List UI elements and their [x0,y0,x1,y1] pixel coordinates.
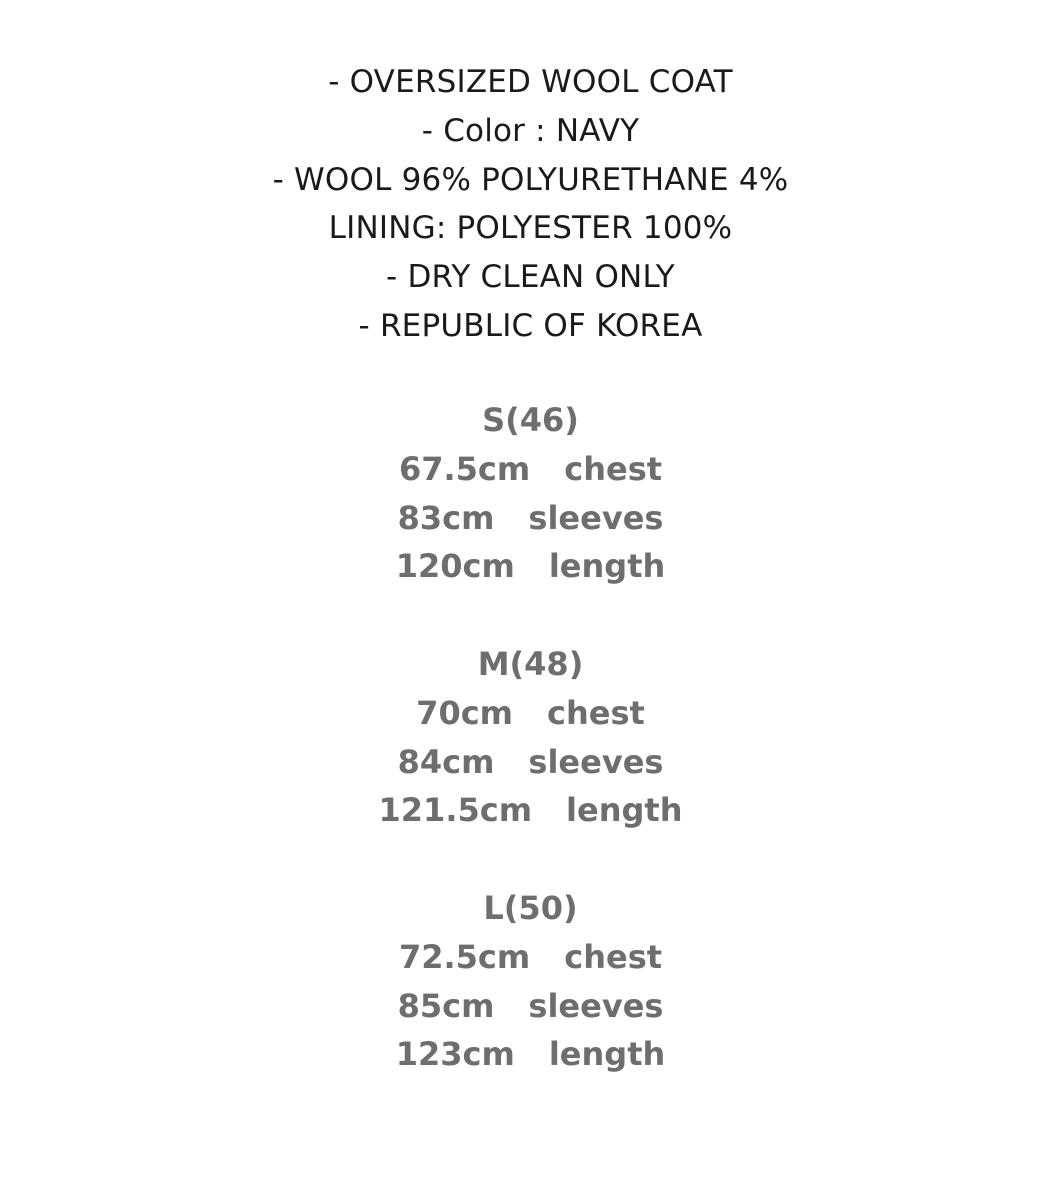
size-group-s [0,396,1061,591]
measurement-value: 120cm [395,547,515,586]
measurement-label: length [566,791,683,830]
size-heading: L(50) [483,889,578,927]
product-origin: - REPUBLIC OF KOREA [358,307,703,344]
measurement-row-chest [0,689,1061,738]
measurement-value: 67.5cm [398,449,531,488]
measurement-row-length [0,1030,1061,1079]
measurement-row-sleeves [0,494,1061,543]
product-name: - OVERSIZED WOOL COAT [328,64,733,100]
product-lining: LINING: POLYESTER 100% [328,210,733,247]
measurement-row-length [0,786,1061,835]
measurement-label: sleeves [528,742,664,781]
measurement-value: 70cm [416,693,514,732]
measurement-value: 83cm [397,498,495,537]
size-heading: S(46) [482,401,579,439]
product-info-block [0,58,1061,351]
measurement-label: sleeves [528,498,664,537]
measurement-row-chest [0,933,1061,982]
product-care: - DRY CLEAN ONLY [386,259,675,296]
measurement-label: chest [564,449,663,488]
measurement-label: sleeves [528,986,664,1025]
measurement-label: length [548,1035,666,1074]
product-color: - Color : NAVY [421,112,640,149]
measurement-value: 72.5cm [398,937,531,976]
measurement-label: chest [564,937,663,976]
product-material: - WOOL 96% POLYURETHANE 4% [272,161,789,198]
size-group-m [0,640,1061,835]
measurement-row-chest [0,445,1061,494]
measurement-value: 123cm [395,1035,515,1074]
measurement-row-length [0,542,1061,591]
size-group-l [0,884,1061,1079]
measurement-row-sleeves [0,982,1061,1031]
size-heading: M(48) [477,645,584,683]
measurement-label: length [548,547,666,586]
measurement-value: 121.5cm [378,791,533,830]
measurement-row-sleeves [0,738,1061,787]
measurement-value: 85cm [397,986,495,1025]
measurement-label: chest [547,693,645,732]
measurement-value: 84cm [397,742,495,781]
